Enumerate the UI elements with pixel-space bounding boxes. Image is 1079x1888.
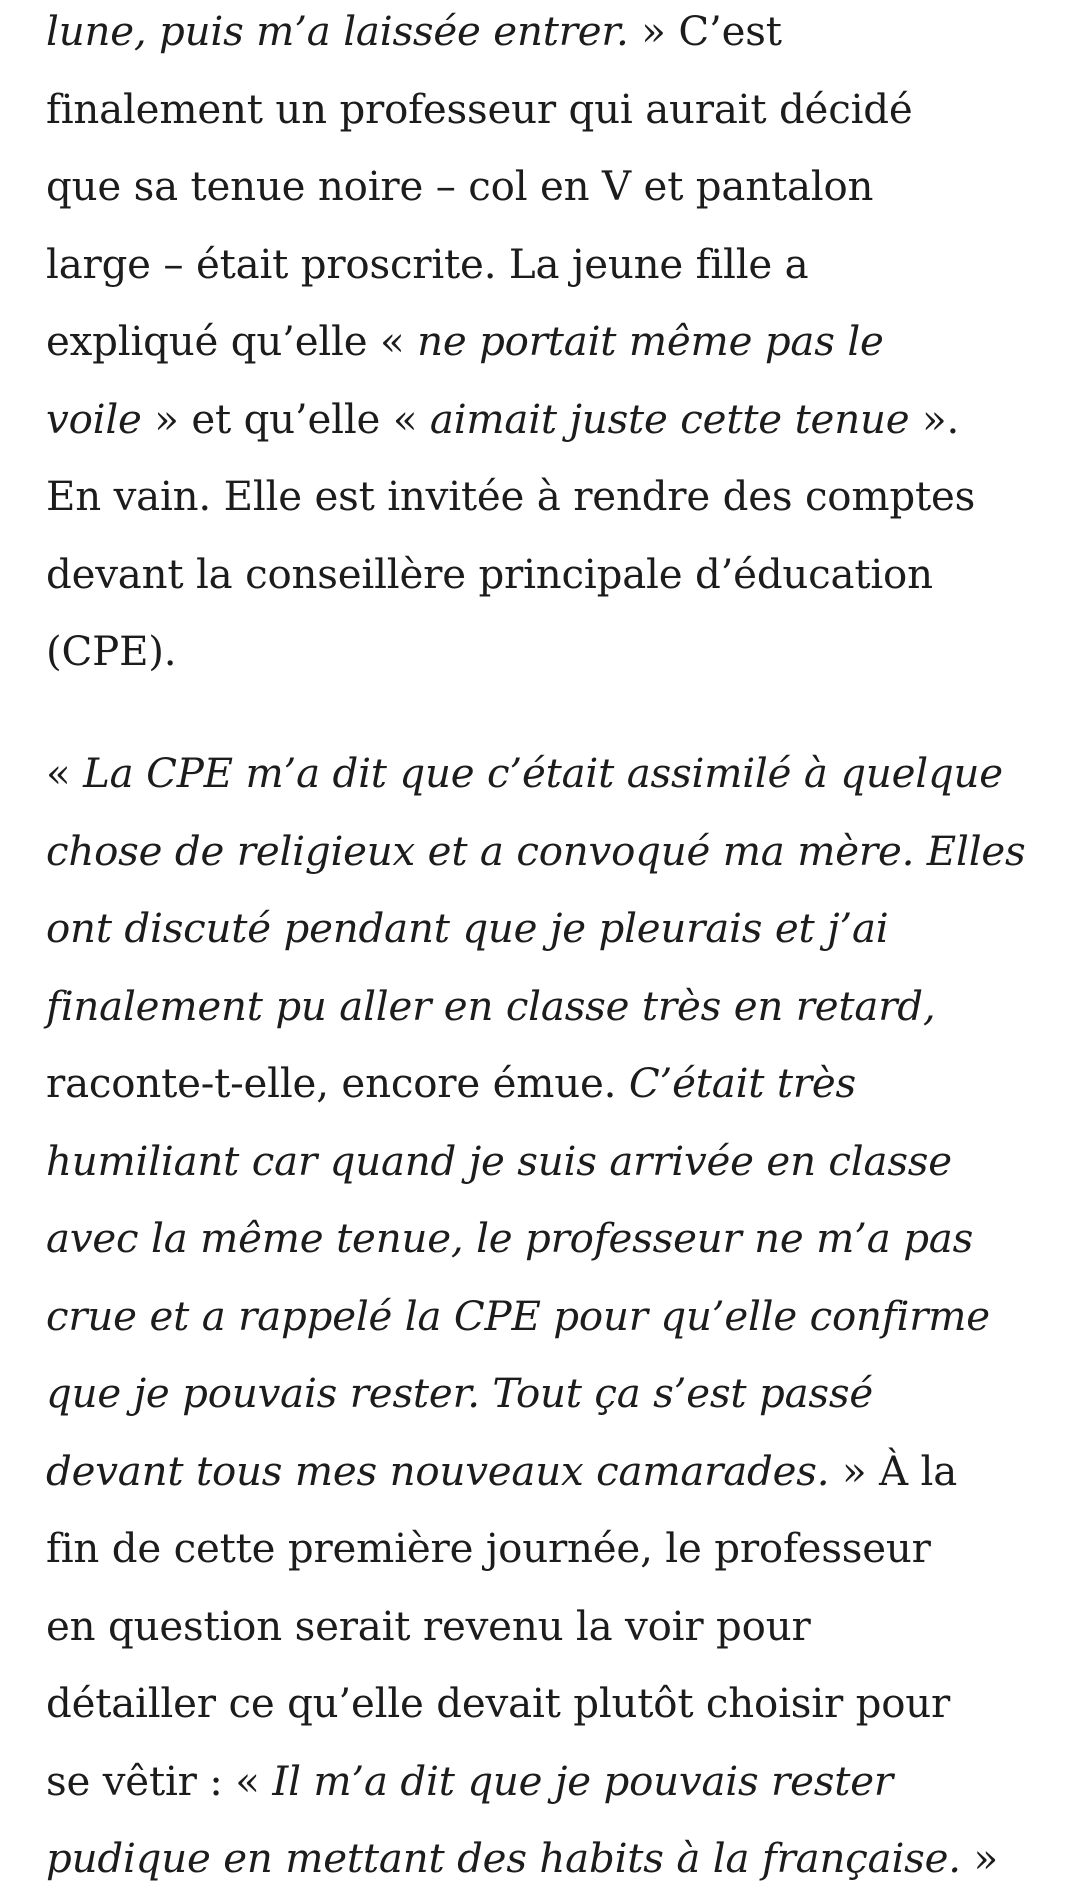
text-line: [46, 628, 176, 675]
text-line: [46, 1138, 952, 1185]
text-run: que sa tenue noire – col en V et pantalon: [46, 163, 874, 210]
text-line: [46, 1525, 931, 1572]
italic-quote-run: humiliant car quand je suis arrivée en classe: [46, 1137, 952, 1185]
text-run: fin de cette première journée, le professeur: [46, 1525, 931, 1572]
text-line: [46, 1448, 957, 1495]
text-line: [46, 1680, 950, 1727]
italic-quote-run: ont discuté pendant que je pleurais et j’ai: [46, 905, 889, 952]
text-line: [46, 396, 959, 443]
text-line: [46, 473, 975, 520]
text-line: [46, 828, 1026, 875]
text-line: [46, 86, 913, 133]
italic-quote-run: que je pouvais rester. Tout ça s’est passé: [46, 1370, 874, 1417]
text-line: [46, 241, 808, 288]
text-line: [46, 551, 933, 598]
italic-quote-run: pudique en mettant des habits à la française.: [46, 1835, 961, 1882]
text-run: » C’est: [628, 8, 782, 55]
text-run: » et qu’elle «: [141, 395, 430, 443]
italic-quote-run: avec la même tenue, le professeur ne m’a pas: [46, 1215, 974, 1262]
text-line: [46, 1370, 873, 1417]
text-line: [46, 750, 1003, 797]
text-line: [46, 1215, 973, 1262]
text-line: [46, 1603, 811, 1650]
text-run: finalement un professeur qui aurait décidé: [46, 85, 913, 133]
text-run: devant la conseillère principale d’éducation: [46, 550, 933, 598]
italic-quote-run: crue et a rappelé la CPE pour qu’elle confirme: [46, 1292, 990, 1340]
italic-quote-run: Il m’a dit que je pouvais rester: [272, 1757, 893, 1805]
italic-quote-run: voile: [46, 395, 142, 443]
text-run: en question serait revenu la voir pour: [46, 1602, 811, 1650]
text-line: [46, 1060, 856, 1107]
text-line: [46, 983, 936, 1030]
italic-quote-run: lune, puis m’a laissée entrer.: [46, 8, 629, 55]
italic-quote-run: ne portait même pas le: [417, 318, 884, 365]
text-run: expliqué qu’elle «: [46, 318, 418, 365]
text-line: [46, 905, 889, 952]
text-run: » À la: [829, 1447, 958, 1495]
text-run: «: [46, 750, 84, 797]
text-run: ».: [909, 395, 960, 443]
text-line: [46, 1835, 998, 1882]
text-line: [46, 1758, 893, 1805]
italic-quote-run: finalement pu aller en classe très en retard,: [46, 982, 936, 1030]
text-run: se vêtir : «: [46, 1757, 273, 1805]
text-run: »: [960, 1835, 998, 1882]
text-run: large – était proscrite. La jeune fille a: [46, 240, 809, 288]
italic-quote-run: devant tous mes nouveaux camarades.: [46, 1447, 830, 1495]
italic-quote-run: C’était très: [628, 1060, 857, 1107]
text-run: (CPE).: [46, 628, 177, 675]
italic-quote-run: aimait juste cette tenue: [429, 395, 910, 443]
text-line: [46, 318, 884, 365]
italic-quote-run: chose de religieux et a convoqué ma mère. Elles: [46, 827, 1026, 875]
text-run: détailler ce qu’elle devait plutôt choisir pour: [46, 1680, 951, 1727]
text-line: [46, 8, 782, 55]
text-run: raconte-t-elle, encore émue.: [46, 1060, 629, 1107]
italic-quote-run: La CPE m’a dit que c’était assimilé à quelque: [83, 750, 1003, 797]
text-line: [46, 1293, 990, 1340]
text-line: [46, 163, 873, 210]
text-run: En vain. Elle est invitée à rendre des comptes: [46, 473, 976, 520]
